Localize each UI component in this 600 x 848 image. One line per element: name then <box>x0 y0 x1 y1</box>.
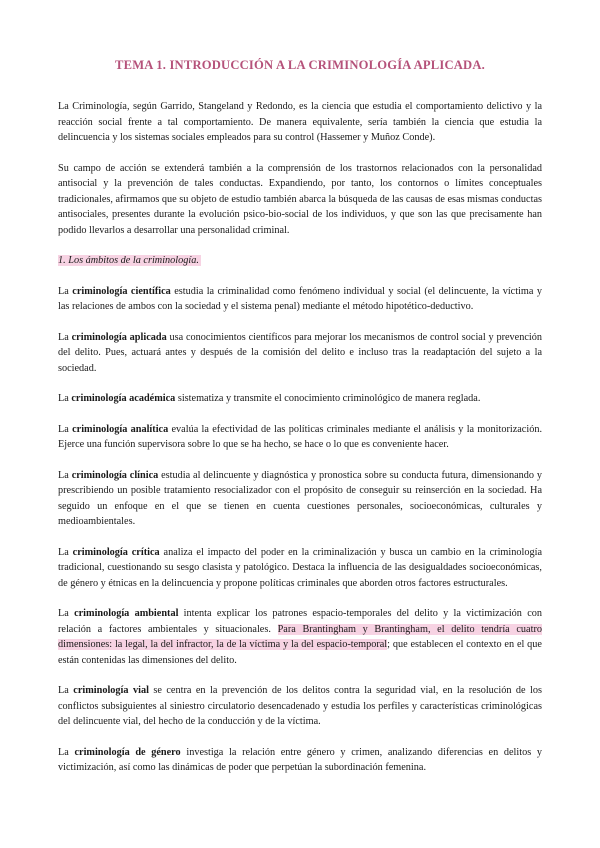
definition-cientifica <box>58 284 542 315</box>
definition-ambiental <box>58 606 542 668</box>
definition-critica <box>58 545 542 592</box>
def-text: estudia al delincuente y diagnóstica y pronostica sobre su conducta futura, dimensionando y prescribiendo un posible tratamiento resocializador con el propósito de conseguir su reinserción en la sociedad. Ha seguido un enfoque en el que se tienen en cuenta cuestiones personales, socioeconómicas, culturales y medioambientales. <box>58 469 543 527</box>
def-prefix: La <box>58 423 73 435</box>
definition-academica <box>58 391 542 407</box>
def-text: usa conocimientos científicos para mejorar los mecanismos de control social y prevención del delito. Pues, actuará antes y después de la comisión del delito e incluso tras la readaptación del sujeto a la sociedad. <box>58 331 542 374</box>
definition-aplicada <box>58 330 542 377</box>
def-term: criminología crítica <box>72 546 160 558</box>
definition-vial <box>58 683 542 730</box>
def-term: criminología ambiental <box>74 608 179 619</box>
highlighted-text: Para Brantingham y Brantingham, el delito tendría cuatro dimensiones: la legal, la del infractor, la de la víctima y la del espacio-temporal <box>58 623 542 650</box>
def-term: criminología analítica <box>72 423 169 435</box>
def-text: estudia la criminalidad como fenómeno individual y social (el delincuente, la víctima y las relaciones de ambos con la sociedad y el sistema penal) mediante el método hipotético-deductivo. <box>58 285 542 312</box>
def-text: analiza el impacto del poder en la criminalización y busca un cambio en la criminología tradicional, cuestionando su sesgo clasista y patológico. Destaca la influencia de las desigualdades socioeconómicas, de género y étnicas en la delincuencia y propone políticas criminales que aborden otros factores estructurales. <box>58 546 542 589</box>
def-text: intenta explicar los patrones espacio-temporales del delito y la victimización con relación a factores ambientales y situacionales. <box>58 608 542 635</box>
def-prefix: La <box>58 746 75 758</box>
def-text-post: ; que establecen el contexto en el que están contenidas las dimensiones del delito. <box>58 639 542 666</box>
def-prefix: La <box>58 285 73 297</box>
def-term: criminología de género <box>74 746 181 758</box>
intro-paragraph-2: Su campo de acción se extenderá también a la comprensión de los trastornos relacionados con la personalidad antisocial y la prevención de tales conductas. Expandiendo, por tanto, los contornos o límites conceptuales tradicionales, afirmamos que su objeto de estudio también abarca la búsqueda de las causas de esas mismas conductas antisociales, presentes durante la evolución psico-bio-social de los individuos, y que son las que precisamente han podido llevarlos a desarrollar una personalidad criminal. <box>58 162 542 236</box>
definition-genero <box>58 745 542 776</box>
def-text: se centra en la prevención de los delitos contra la seguridad vial, en la resolución de los conflictos subsiguientes al siniestro circulatorio desencadenado y estudia los perfiles y características criminológicas del delincuente vial, del hecho de la conducción y de la víctima. <box>58 685 543 727</box>
def-text: investiga la relación entre género y crimen, analizando diferencias en delitos y victimización, así como las dinámicas de poder que perpetúan la subordinación femenina. <box>58 746 542 773</box>
def-prefix: La <box>58 393 72 404</box>
def-text: evalúa la efectividad de las políticas criminales mediante el análisis y la monitorización. Ejerce una función supervisora sobre lo que se ha hecho, se hace o lo que es conveniente hacer. <box>58 423 543 450</box>
def-term: criminología académica <box>71 393 176 404</box>
def-text: sistematiza y transmite el conocimiento criminológico de manera reglada. <box>175 393 481 404</box>
def-prefix: La <box>58 546 73 558</box>
section-heading <box>58 253 542 269</box>
def-term: criminología aplicada <box>71 331 167 343</box>
section-heading-text: 1. Los ámbitos de la criminología. <box>58 255 199 266</box>
def-term: criminología vial <box>73 685 149 696</box>
page-title: TEMA 1. INTRODUCCIÓN A LA CRIMINOLOGÍA APLICADA. <box>115 58 485 72</box>
def-prefix: La <box>58 685 74 696</box>
def-prefix: La <box>58 331 72 343</box>
def-prefix: La <box>58 608 75 619</box>
intro-paragraph-1: La Criminología, según Garrido, Stangeland y Redondo, es la ciencia que estudia el comportamiento delictivo y la reacción social frente a tal comportamiento. De manera equivalente, sería también la ciencia que estudia la delincuencia y los sistemas sociales empleados para su control (Hassemer y Muñoz Conde). <box>58 101 542 143</box>
definition-clinica <box>58 468 542 530</box>
def-prefix: La <box>58 469 72 481</box>
def-term: criminología científica <box>72 285 171 297</box>
definition-analitica <box>58 422 542 453</box>
def-term: criminología clínica <box>71 469 159 481</box>
